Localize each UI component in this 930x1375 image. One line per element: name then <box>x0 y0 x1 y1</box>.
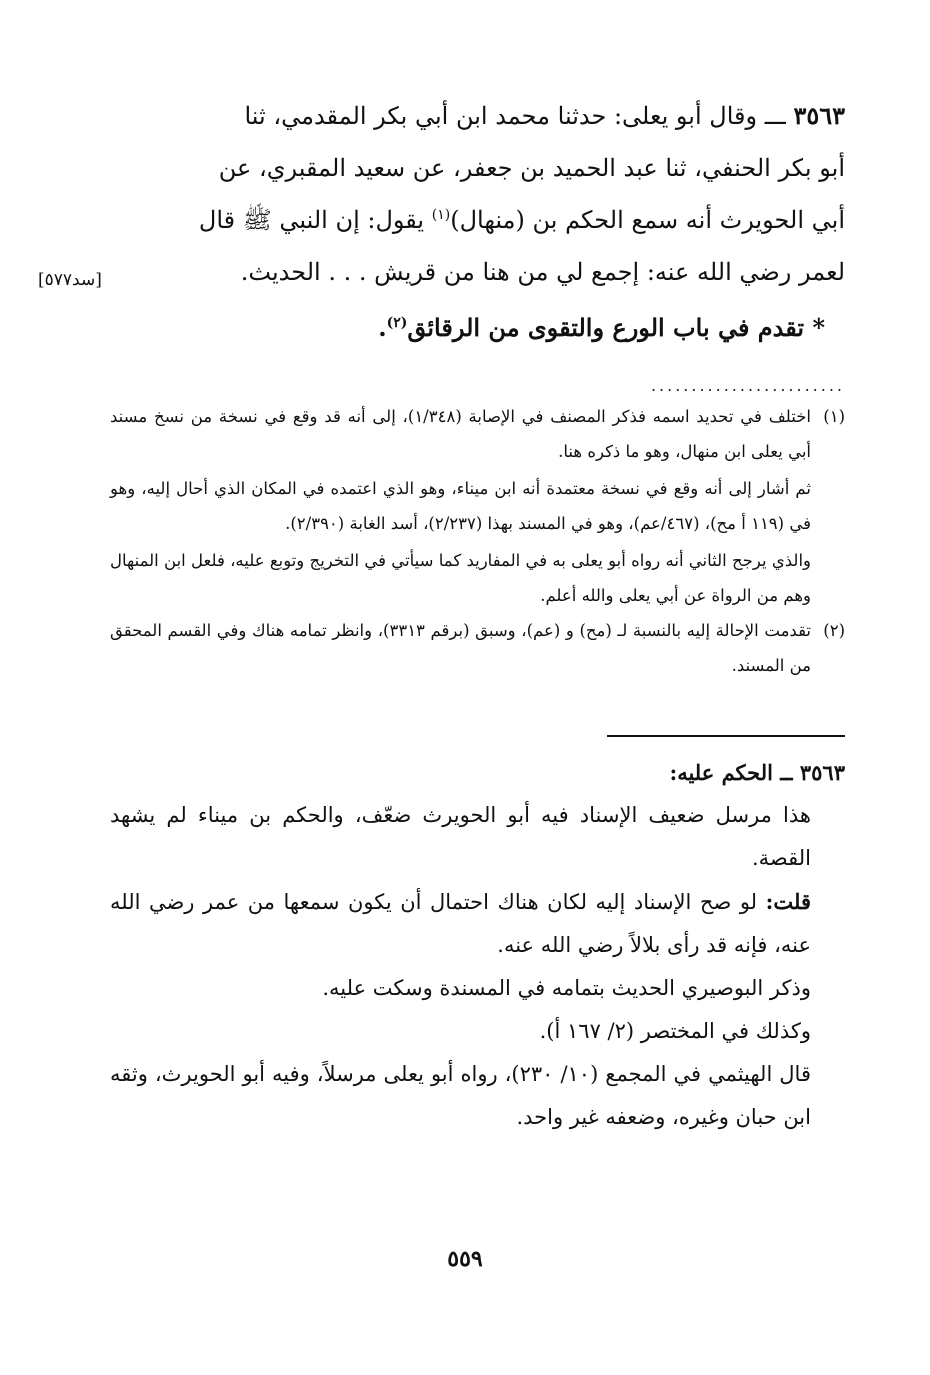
ruling-para-2-text: لو صح الإسناد إليه لكان هناك احتمال أن يكون سمعها من عمر رضي الله عنه، فإنه قد رأى بلالاً رضي الله عنه. <box>110 890 811 957</box>
footnote-1-para-2: ثم أشار إلى أنه وقع في نسخة معتمدة أنه ابن ميناء، وهو الذي اعتمده في المكان الذي أحال إليه، وهو في (١١٩ أ مح)، (٤٦٧/عم)، وهو في المسند بهذا (٢/٢٣٧)، أسد الغابة (٢/٣٩٠). <box>110 479 811 533</box>
ruling-para-1: هذا مرسل ضعيف الإسناد فيه أبو الحويرث ضعّف، والحكم بن ميناء لم يشهد القصة. <box>110 803 811 870</box>
footnote-1-body <box>110 399 811 613</box>
footnote-2-para-1: تقدمت الإحالة إليه بالنسبة لـ (مح) و (عم)، وسبق (برقم ٣٣١٣)، وانظر تمامه هناك وفي القسم المحقق من المسند. <box>110 621 812 675</box>
hadith-number: ٣٥٦٣ <box>793 101 845 130</box>
hadith-line-3 <box>110 194 845 246</box>
ruling-section <box>110 751 845 1139</box>
cross-reference-note: * تقدم في باب الورع والتقوى من الرقائق$^{(٢)}$. <box>378 313 825 342</box>
footnote-1-number: (١) <box>823 407 845 426</box>
footnote-1 <box>110 399 845 613</box>
page-content <box>110 90 845 1139</box>
footnote-separator: ........................ <box>650 376 845 395</box>
ruling-heading: ٣٥٦٣ ــ الحكم عليه: <box>669 760 845 785</box>
cross-reference-text: * تقدم في باب الورع والتقوى من الرقائق <box>407 313 825 342</box>
page-number: ٥٥٩ <box>447 1246 483 1272</box>
hadith-line-2: أبو بكر الحنفي، ثنا عبد الحميد بن جعفر، عن سعيد المقبري، عن <box>218 154 845 182</box>
ruling-para-2 <box>110 880 845 967</box>
hadith-line-3a: أبي الحويرث أنه سمع الحكم بن (منهال) <box>450 206 845 234</box>
ruling-para-3: وذكر البوصيري الحديث بتمامه في المسندة وسكت عليه. <box>322 976 811 1000</box>
footnote-2-number: (٢) <box>823 621 845 640</box>
footnote-2 <box>110 613 845 683</box>
footnote-marker-2: (٢) <box>386 315 408 331</box>
section-divider <box>607 735 845 737</box>
footnote-marker-1: (١) <box>431 207 451 223</box>
hadith-line-1 <box>110 90 845 142</box>
hadith-line-1-text: وقال أبو يعلى: حدثنا محمد ابن أبي بكر المقدمي، ثنا <box>244 102 758 130</box>
side-reference: [سد٥٧٧] <box>38 270 102 290</box>
ruling-para-4: وكذلك في المختصر (٢/ ١٦٧ أ). <box>539 1019 811 1043</box>
hadith-dash: ـــ <box>764 102 786 130</box>
ruling-para-5: قال الهيثمي في المجمع (١٠/ ٢٣٠)، رواه أبو يعلى مرسلاً، وفيه أبو الحويرث، وثقه ابن حبان وغيره، وضعفه غير واحد. <box>110 1062 811 1129</box>
hadith-text <box>110 90 845 354</box>
hadith-line-3b: يقول: إن النبي ﷺ قال <box>198 206 425 234</box>
footnote-1-para-1: اختلف في تحديد اسمه فذكر المصنف في الإصابة (١/٣٤٨)، إلى أنه قد وقع في نسخة من نسخ مسند أبي يعلى ابن منهال، وهو ما ذكره هنا. <box>110 407 811 461</box>
footnote-1-para-3: والذي يرجح الثاني أنه رواه أبو يعلى به في المفاريد كما سيأتي في التخريج وتوبع عليه، فلعل ابن المنهال وهم من الرواة عن أبي يعلى والله أعلم. <box>110 551 811 605</box>
ruling-para-2-lead: قلت: <box>765 889 811 914</box>
footnote-2-body <box>110 613 811 683</box>
footnotes <box>110 399 845 683</box>
hadith-line-4: لعمر رضي الله عنه: إجمع لي من هنا من قريش . . . الحديث. <box>240 258 845 286</box>
